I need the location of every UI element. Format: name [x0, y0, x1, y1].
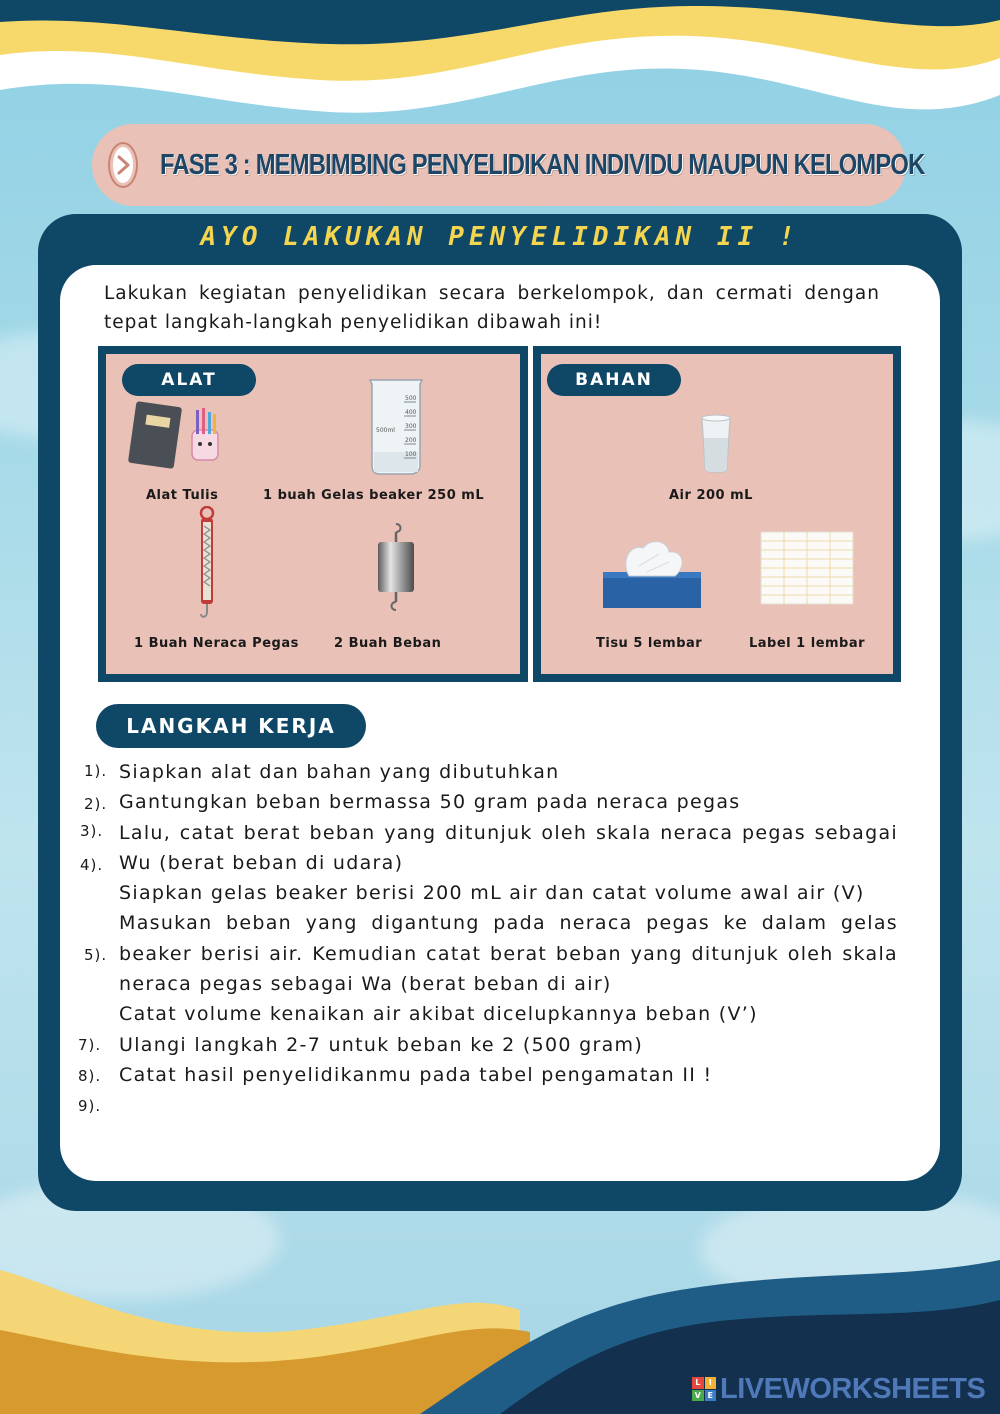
step-text: Masukan beban yang digantung pada neraca pegas ke dalam gelas beaker berisi air. Kemudian catat berat beban yang ditunjuk oleh skala neraca pegas sebagai Wa (berat beban di air) [119, 912, 898, 996]
steps-list [119, 757, 898, 1090]
intro-text: Lakukan kegiatan penyelidikan secara berkelompok, dan cermati dengan tepat langkah-langkah penyelidikan dibawah ini! [104, 283, 880, 333]
tissue-box-icon [599, 536, 705, 612]
spring-scale-icon [194, 506, 220, 624]
bahan-label: BAHAN [547, 364, 681, 396]
beaker-mark: 400 [405, 409, 417, 416]
logo-letter: I [705, 1377, 717, 1389]
steps-heading: LANGKAH KERJA [96, 704, 366, 748]
step-number: 3). [80, 822, 104, 840]
beaker-icon [364, 372, 428, 476]
bahan-caption: Tisu 5 lembar [596, 636, 703, 651]
bahan-caption: Air 200 mL [669, 488, 753, 503]
liveworksheets-watermark [692, 1372, 985, 1406]
weight-icon [374, 522, 418, 612]
bahan-caption: Label 1 lembar [749, 636, 866, 651]
logo-letter: V [692, 1390, 704, 1402]
top-wave-decoration [0, 0, 1000, 140]
beaker-mark: 300 [405, 423, 417, 430]
step-number: 8). [78, 1067, 102, 1085]
step-text: Catat volume kenaikan air akibat dicelupkannya beban (V’) [119, 1003, 758, 1026]
logo-letter: E [705, 1390, 717, 1402]
step-text: Lalu, catat berat beban yang ditunjuk oleh skala neraca pegas sebagai Wu (berat beban di udara) [119, 821, 898, 874]
water-glass-icon [699, 414, 733, 474]
step-number: 9). [78, 1097, 102, 1115]
alat-caption: 1 Buah Neraca Pegas [134, 636, 299, 651]
alat-label: ALAT [122, 364, 256, 396]
alat-caption: 1 buah Gelas beaker 250 mL [263, 488, 485, 503]
step-text: Catat hasil penyelidikanmu pada tabel pengamatan II ! [119, 1063, 713, 1086]
beaker-volume: 500ml [376, 427, 395, 434]
step-number: 7). [78, 1036, 102, 1054]
step-text: Siapkan alat dan bahan yang dibutuhkan [119, 761, 560, 783]
logo-letter: L [692, 1377, 704, 1389]
alat-caption: 2 Buah Beban [334, 636, 442, 651]
alat-caption: Alat Tulis [146, 488, 219, 503]
alat-box [98, 346, 528, 682]
step-number: 2). [84, 795, 108, 813]
step-number: 1). [84, 762, 108, 780]
stationery-icon [126, 400, 226, 470]
step-text: Ulangi langkah 2-7 untuk beban ke 2 (500 gram) [119, 1033, 644, 1056]
step-text: Gantungkan beban bermassa 50 gram pada neraca pegas [119, 791, 741, 814]
beaker-mark: 200 [405, 437, 417, 444]
liveworksheets-logo-icon [692, 1377, 716, 1401]
phase-title: FASE 3 : MEMBIMBING PENYELIDIKAN INDIVIDU MAUPUN KELOMPOK [160, 148, 925, 181]
section-heading: AYO LAKUKAN PENYELIDIKAN II ! [200, 222, 800, 252]
label-sheet-icon [759, 530, 855, 606]
step-text: Siapkan gelas beaker berisi 200 mL air dan catat volume awal air (V) [119, 882, 865, 905]
beaker-mark: 100 [405, 451, 417, 458]
phase-banner [92, 124, 925, 206]
step-number: 5). [84, 946, 108, 964]
watermark-text: LIVEWORKSHEETS [720, 1372, 986, 1405]
bahan-box [533, 346, 901, 682]
step-number: 4). [80, 856, 104, 874]
beaker-mark: 500 [405, 395, 417, 402]
chevron-right-icon [110, 144, 136, 186]
